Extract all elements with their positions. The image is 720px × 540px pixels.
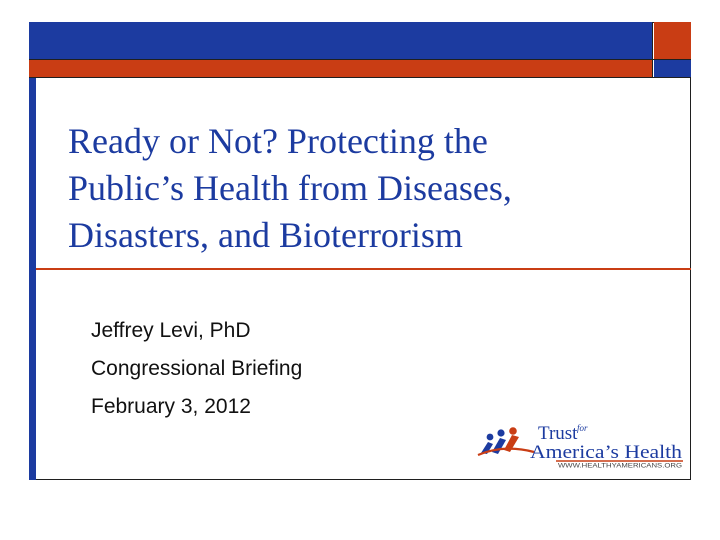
band-divider — [29, 59, 691, 60]
presenter-name: Jeffrey Levi, PhD — [91, 319, 251, 342]
top-blue-band — [29, 22, 653, 59]
title-line: Public’s Health from Diseases, — [68, 168, 512, 208]
title-line: Disasters, and Bioterrorism — [68, 215, 463, 255]
event-date: February 3, 2012 — [91, 395, 251, 418]
logo-url-text: WWW.HEALTHYAMERICANS.ORG — [558, 463, 683, 468]
top-blue-square — [654, 60, 691, 77]
logo-for-text: for — [577, 423, 588, 433]
logo-america-text: America’s Health — [530, 442, 683, 463]
slide-title — [68, 118, 668, 259]
top-red-strip — [29, 60, 653, 77]
title-line: Ready or Not? Protecting the — [68, 121, 488, 161]
trust-for-americas-health-logo — [476, 420, 688, 468]
left-accent-bar — [29, 22, 36, 480]
top-red-square — [654, 22, 691, 59]
slide-subtitle — [91, 312, 302, 426]
event-name: Congressional Briefing — [91, 357, 303, 380]
logo-trust-text: Trust — [538, 423, 578, 444]
band-bottom-border — [29, 77, 691, 78]
title-underline — [36, 268, 691, 270]
people-figures-icon — [478, 427, 534, 455]
